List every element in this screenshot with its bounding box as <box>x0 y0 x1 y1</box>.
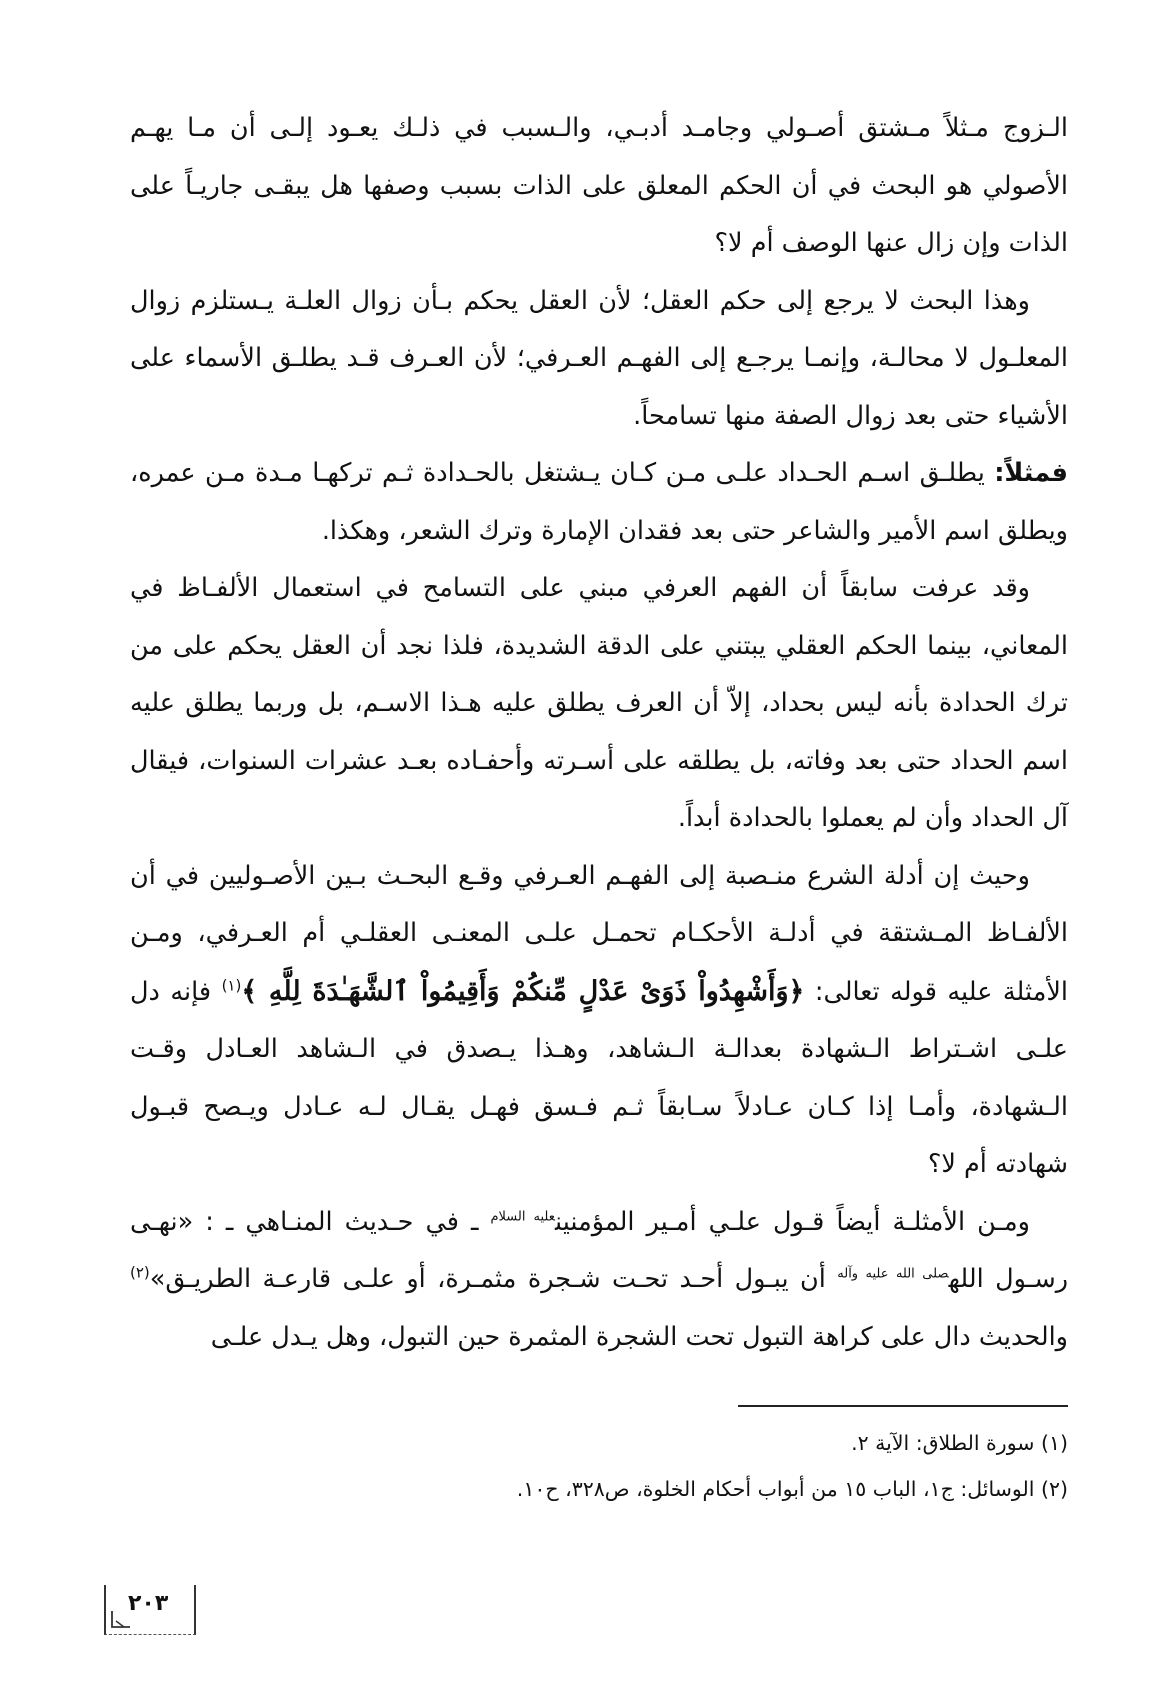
paragraph-3 <box>130 445 1068 560</box>
paragraph-6 <box>130 1194 1068 1367</box>
footnote-separator <box>738 1405 1068 1407</box>
footnote-2: (٢) الوسائل: ج١، الباب ١٥ من أبواب أحكام الخلوة، ص٣٢٨، ح١٠. <box>516 1477 1068 1501</box>
paragraph-4-text: وقد عرفت سابقاً أن الفهم العرفي مبني على التسامح في استعمال الألفـاظ في المعاني، بينما الحكم العقلي يبتني على الدقة الشديدة، فلذا نجد أن العقل يحكم على من ترك الحدادة بأنه ليس بحداد، إلاّ أن العرف يطلق عليه هـذا الاسـم، بل وربما يطلق عليه اسم الحداد حتى بعد وفاته، بل يطلقه على أسـرته وأحفـاده بعـد عشرات السنوات، فيقال آل الحداد وأن لم يعملوا بالحدادة أبداً. <box>130 573 1068 833</box>
paragraph-6-text-d: والحديث دال على كراهة التبول تحت الشجرة المثمرة حين التبول، وهل يـدل علـى <box>210 1321 1068 1352</box>
page-corner-ornament-icon <box>110 1607 134 1631</box>
page-number: ٢٠٣ <box>128 1591 169 1616</box>
footnote-ref-1: (١) <box>221 976 242 994</box>
paragraph-3-lead: فمثلاً: <box>994 458 1068 488</box>
paragraph-2-text: وهذا البحث لا يرجع إلى حكم العقل؛ لأن العقل يحكم بـأن زوال العلـة يـستلزم زوال المعلـول لا محالـة، وإنمـا يرجـع إلى الفهـم العـرفي؛ لأن العـرف قـد يطلـق الأسماء على الأشياء حتى بعد زوال الصفة منها تسامحاً. <box>130 285 1068 431</box>
paragraph-5-text-b: فإنه دل علـى اشـتراط الـشهادة بعدالـة الـشاهد، وهـذا يـصدق في الـشاهد العـادل وقـت الـشهادة، وأمـا إذا كـان عـادلاً سـابقاً ثـم فـسق فهـل يقـال لـه عـادل ويـصح قبـول شهادته أم لا؟ <box>130 976 1068 1179</box>
honorific-salla-allah: صلى الله عليه وآله <box>837 1266 949 1282</box>
paragraph-6-text-b: ـ في حـديث المنـاهي ـ : «نهـى رسـول الله <box>130 1206 1069 1294</box>
paragraph-1 <box>130 100 1068 273</box>
paragraph-6-text-c: أن يبـول أحـد تحـت شـجرة مثمـرة، أو علـى قارعـة الطريـق» <box>149 1264 838 1294</box>
footnote-1: (١) سورة الطلاق: الآية ٢. <box>851 1431 1068 1455</box>
page-number-frame <box>104 1585 196 1635</box>
paragraph-2 <box>130 273 1068 446</box>
paragraph-1-text: الـزوج مـثلاً مـشتق أصـولي وجامـد أدبـي، والـسبب في ذلـك يعـود إلـى أن مـا يهـم الأصولي هو البحث في أن الحكم المعلق على الذات بسبب وصفها هل يبقـى جاريـاً على الذات وإن زال عنها الوصف أم لا؟ <box>130 113 1068 258</box>
paragraph-5-text-a: وحيث إن أدلة الشرع منـصبة إلى الفهـم العـرفي وقـع البحـث بـين الأصـوليين في أن الألفـاظ المـشتقة في أدلـة الأحكـام تحمـل علـى المعنـى العقلـي أم العـرفي، ومـن الأمثلة عليه قوله تعالى: <box>130 860 1068 1007</box>
honorific-alayhi-salam: عليه السلام <box>490 1209 555 1224</box>
paragraph-4 <box>130 560 1068 848</box>
paragraph-6-text-a: ومـن الأمثلـة أيضاً قـول علـي أمـير المؤمنين <box>555 1206 1031 1237</box>
main-body <box>130 100 1068 1366</box>
paragraph-5 <box>130 848 1068 1194</box>
paragraph-3-text: يطلـق اسـم الحـداد علـى مـن كـان يـشتغل بالحـدادة ثـم تركهـا مـدة مـن عمره، ويطلق اسم الأمير والشاعر حتى بعد فقدان الإمارة وترك الشعر، وهكذا. <box>130 458 1068 546</box>
footnote-ref-2: (٢) <box>130 1263 150 1282</box>
quran-verse: ﴿وَأَشْهِدُواْ ذَوَىْ عَدْلٍ مِّنكُمْ وَأَقِيمُواْ ٱلشَّهَـٰدَةَ لِلَّهِ ﴾ <box>241 975 805 1007</box>
footnotes <box>130 1420 1068 1512</box>
